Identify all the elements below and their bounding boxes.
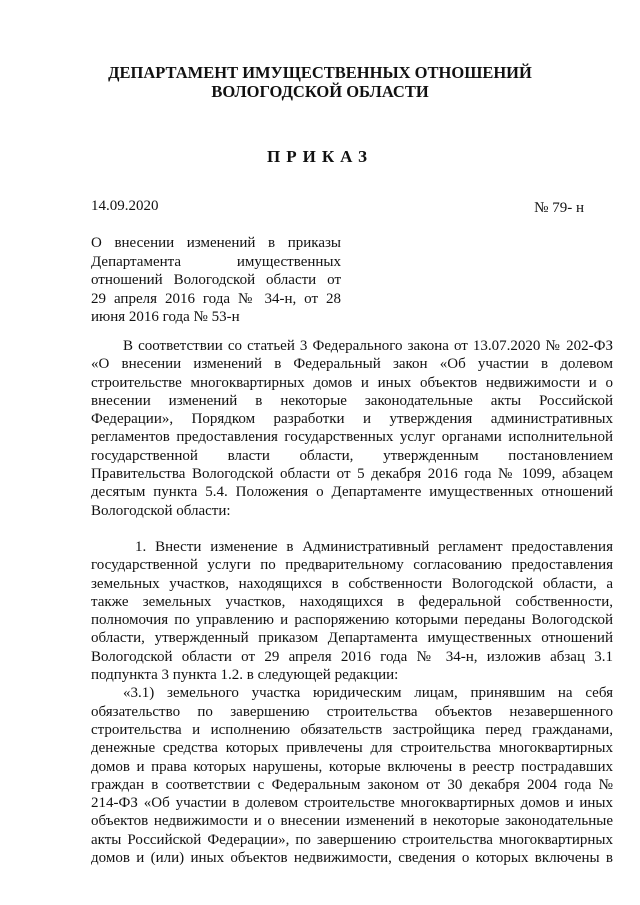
body-line: внесении изменений в некоторые законодательные акты Российской <box>91 392 613 409</box>
body-line: акты Российской Федерации», по завершению строительства многоквартирных <box>91 831 613 848</box>
body-line: области, утвержденный приказом Департамента имущественных отношений <box>91 630 613 647</box>
body-line: подпункта 3 пункта 1.2. в следующей редакции: <box>91 667 399 684</box>
subject-line: отношений Вологодской области от <box>91 272 341 289</box>
body-line: полномочия по управлению и распоряжению которыми переданы Вологодской <box>91 612 613 629</box>
body-line: 214-ФЗ «Об участии в долевом строительстве многоквартирных домов и иных <box>91 795 613 812</box>
body-line: 1. Внести изменение в Административный регламент предоставления <box>135 538 613 555</box>
body-line: домов и права которых нарушены, которые включены в реестр пострадавших <box>91 758 613 775</box>
subject-line: 29 апреля 2016 года № 34-н, от 28 <box>91 290 341 307</box>
body-line: Правительства Вологодской области от 5 декабря 2016 года № 1099, абзацем <box>91 466 613 483</box>
document-date: 14.09.2020 <box>91 198 159 214</box>
body-line: земельных участков, находящихся в собственности Вологодской области, а <box>91 575 613 592</box>
department-name-line2: ВОЛОГОДСКОЙ ОБЛАСТИ <box>211 82 429 101</box>
body-line: Федерации», Порядком разработки и утверждения административных <box>91 411 613 428</box>
body-line: также земельных участков, находящихся в федеральной собственности, <box>91 593 613 610</box>
subject-line: О внесении изменений в приказы <box>91 235 341 251</box>
body-line: регламентов предоставления государственных услуг органами исполнительной <box>91 429 613 446</box>
body-line: «О внесении изменений в Федеральный закон «Об участии в долевом <box>91 356 613 373</box>
body-line: государственной услуги по предварительному согласованию предоставления <box>91 557 613 574</box>
body-line: домов и (или) иных объектов недвижимости, сведения о которых включены в <box>91 850 613 867</box>
body-line: государственной власти области, утвержденным постановлением <box>91 447 613 464</box>
body-line: Вологодской области от 29 апреля 2016 года № 34-н, изложив абзац 3.1 <box>91 648 613 665</box>
document-body <box>91 337 613 867</box>
document-type-title: ПРИКАЗ <box>267 147 373 166</box>
department-name-line1: ДЕПАРТАМЕНТ ИМУЩЕСТВЕННЫХ ОТНОШЕНИЙ <box>108 63 532 82</box>
body-line: Вологодской области: <box>91 502 231 519</box>
body-line: граждан в соответствии с Федеральным законом от 30 декабря 2004 года № <box>91 776 613 793</box>
document-subject <box>91 234 341 327</box>
body-line: строительства и исполнению обязательств застройщика перед гражданами, <box>91 721 613 738</box>
body-line: денежные средства которых привлечены для строительства многоквартирных <box>91 740 613 757</box>
body-line: обязательство по завершению строительства объектов незавершенного <box>91 703 613 720</box>
department-header <box>0 63 640 101</box>
subject-line: июня 2016 года № 53-н <box>91 309 240 326</box>
document-number: № 79- н <box>534 200 584 216</box>
body-line: В соответствии со статьей 3 Федерального закона от 13.07.2020 № 202-ФЗ <box>123 338 613 354</box>
body-line: строительстве многоквартирных домов и иных объектов недвижимости и о <box>91 374 613 391</box>
body-line: десятым пункта 5.4. Положения о Департаменте имущественных отношений <box>91 484 613 501</box>
subject-line: Департамента имущественных <box>91 253 341 270</box>
item-1-paragraph <box>91 538 613 684</box>
body-line: объектов недвижимости и о внесении изменений в некоторые законодательные <box>91 813 613 830</box>
body-line: «3.1) земельного участка юридическим лицам, принявшим на себя <box>123 685 613 702</box>
preamble-paragraph <box>91 337 613 520</box>
quoted-amendment-paragraph <box>91 684 613 867</box>
